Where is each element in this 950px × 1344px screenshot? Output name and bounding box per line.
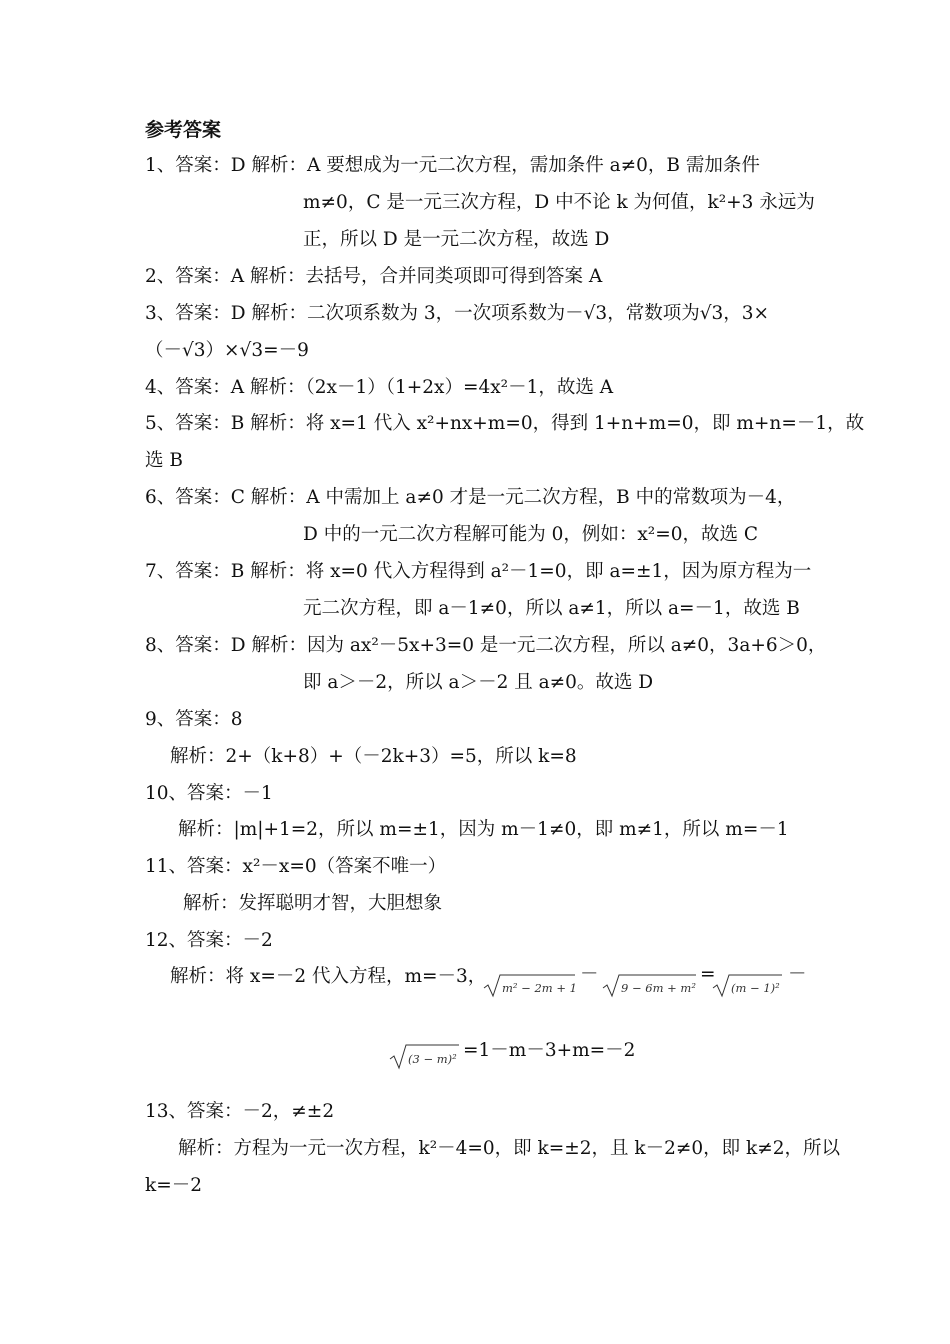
- answer-7-line-2: 元二次方程，即 a－1≠0，所以 a≠1，所以 a=－1，故选 B: [303, 598, 800, 619]
- answer-7-line-1: 7、答案：B 解析：将 x=0 代入方程得到 a²－1=0，即 a=±1，因为原方程为一: [145, 561, 812, 582]
- answer-4: 4、答案：A 解析：（2x－1）（1+2x）=4x²－1，故选 A: [145, 377, 614, 398]
- answer-9: 9、答案：8: [145, 709, 243, 730]
- answer-10: 10、答案：－1: [145, 783, 273, 804]
- answer-6-line-2: D 中的一元二次方程解可能为 0，例如：x²=0，故选 C: [303, 524, 759, 545]
- answer-13-analysis-line-2: k=－2: [145, 1175, 202, 1196]
- radical-4-content: (3 − m)²: [408, 1052, 457, 1066]
- minus-sign-1: －: [580, 964, 599, 985]
- answer-3-line-2: （－√3）×√3=－9: [145, 340, 309, 361]
- answer-8-line-1: 8、答案：D 解析：因为 ax²－5x+3=0 是一元二次方程，所以 a≠0，3a+6＞0，: [145, 635, 827, 656]
- answer-5-line-2: 选 B: [145, 450, 183, 471]
- answer-5-line-1: 5、答案：B 解析：将 x=1 代入 x²+nx+m=0，得到 1+n+m=0，即 m+n=－1，故: [145, 413, 865, 434]
- answer-1-line-2: m≠0，C 是一元三次方程，D 中不论 k 为何值，k²+3 永远为: [303, 192, 815, 213]
- answer-6-line-1: 6、答案：C 解析：A 中需加上 a≠0 才是一元二次方程，B 中的常数项为－4，: [145, 487, 796, 508]
- radical-3-content: (m − 1)²: [731, 981, 780, 995]
- answer-10-analysis: 解析：|m|+1=2，所以 m=±1，因为 m－1≠0，即 m≠1，所以 m=－1: [178, 819, 789, 840]
- radical-4: [390, 1045, 459, 1068]
- answer-8-line-2: 即 a＞－2，所以 a＞－2 且 a≠0。故选 D: [303, 672, 654, 693]
- answer-9-analysis: 解析：2+（k+8）+（－2k+3）=5，所以 k=8: [170, 746, 577, 767]
- answer-11-analysis: 解析：发挥聪明才智，大胆想象: [183, 893, 443, 914]
- radical-2: [603, 975, 696, 996]
- answer-13: 13、答案：－2，≠±2: [145, 1101, 335, 1122]
- radical-1: [484, 975, 577, 996]
- radical-2-content: 9 − 6m + m²: [621, 981, 696, 995]
- answer-12: 12、答案：－2: [145, 930, 273, 951]
- answer-1-line-3: 正，所以 D 是一元二次方程，故选 D: [303, 229, 610, 250]
- page-title: 参考答案: [145, 119, 222, 141]
- answer-3-line-1: 3、答案：D 解析：二次项系数为 3，一次项系数为－√3，常数项为√3，3×: [145, 303, 770, 324]
- minus-sign-2: －: [788, 964, 807, 985]
- answer-13-analysis-line-1: 解析：方程为一元一次方程，k²－4=0，即 k=±2，且 k－2≠0，即 k≠2，所以: [178, 1138, 841, 1159]
- answer-1-line-1: 1、答案：D 解析：A 要想成为一元二次方程，需加条件 a≠0，B 需加条件: [145, 155, 760, 176]
- equals-sign-1: =: [700, 964, 716, 985]
- answer-2: 2、答案：A 解析：去括号，合并同类项即可得到答案 A: [145, 266, 603, 287]
- radical-1-content: m² − 2m + 1: [502, 981, 577, 995]
- radical-3: [713, 975, 782, 996]
- answer-12-analysis: 解析：将 x=－2 代入方程，m=－3，: [170, 966, 487, 987]
- answer-12-result: =1－m－3+m=－2: [463, 1040, 636, 1061]
- answer-11: 11、答案：x²－x=0（答案不唯一）: [145, 856, 447, 877]
